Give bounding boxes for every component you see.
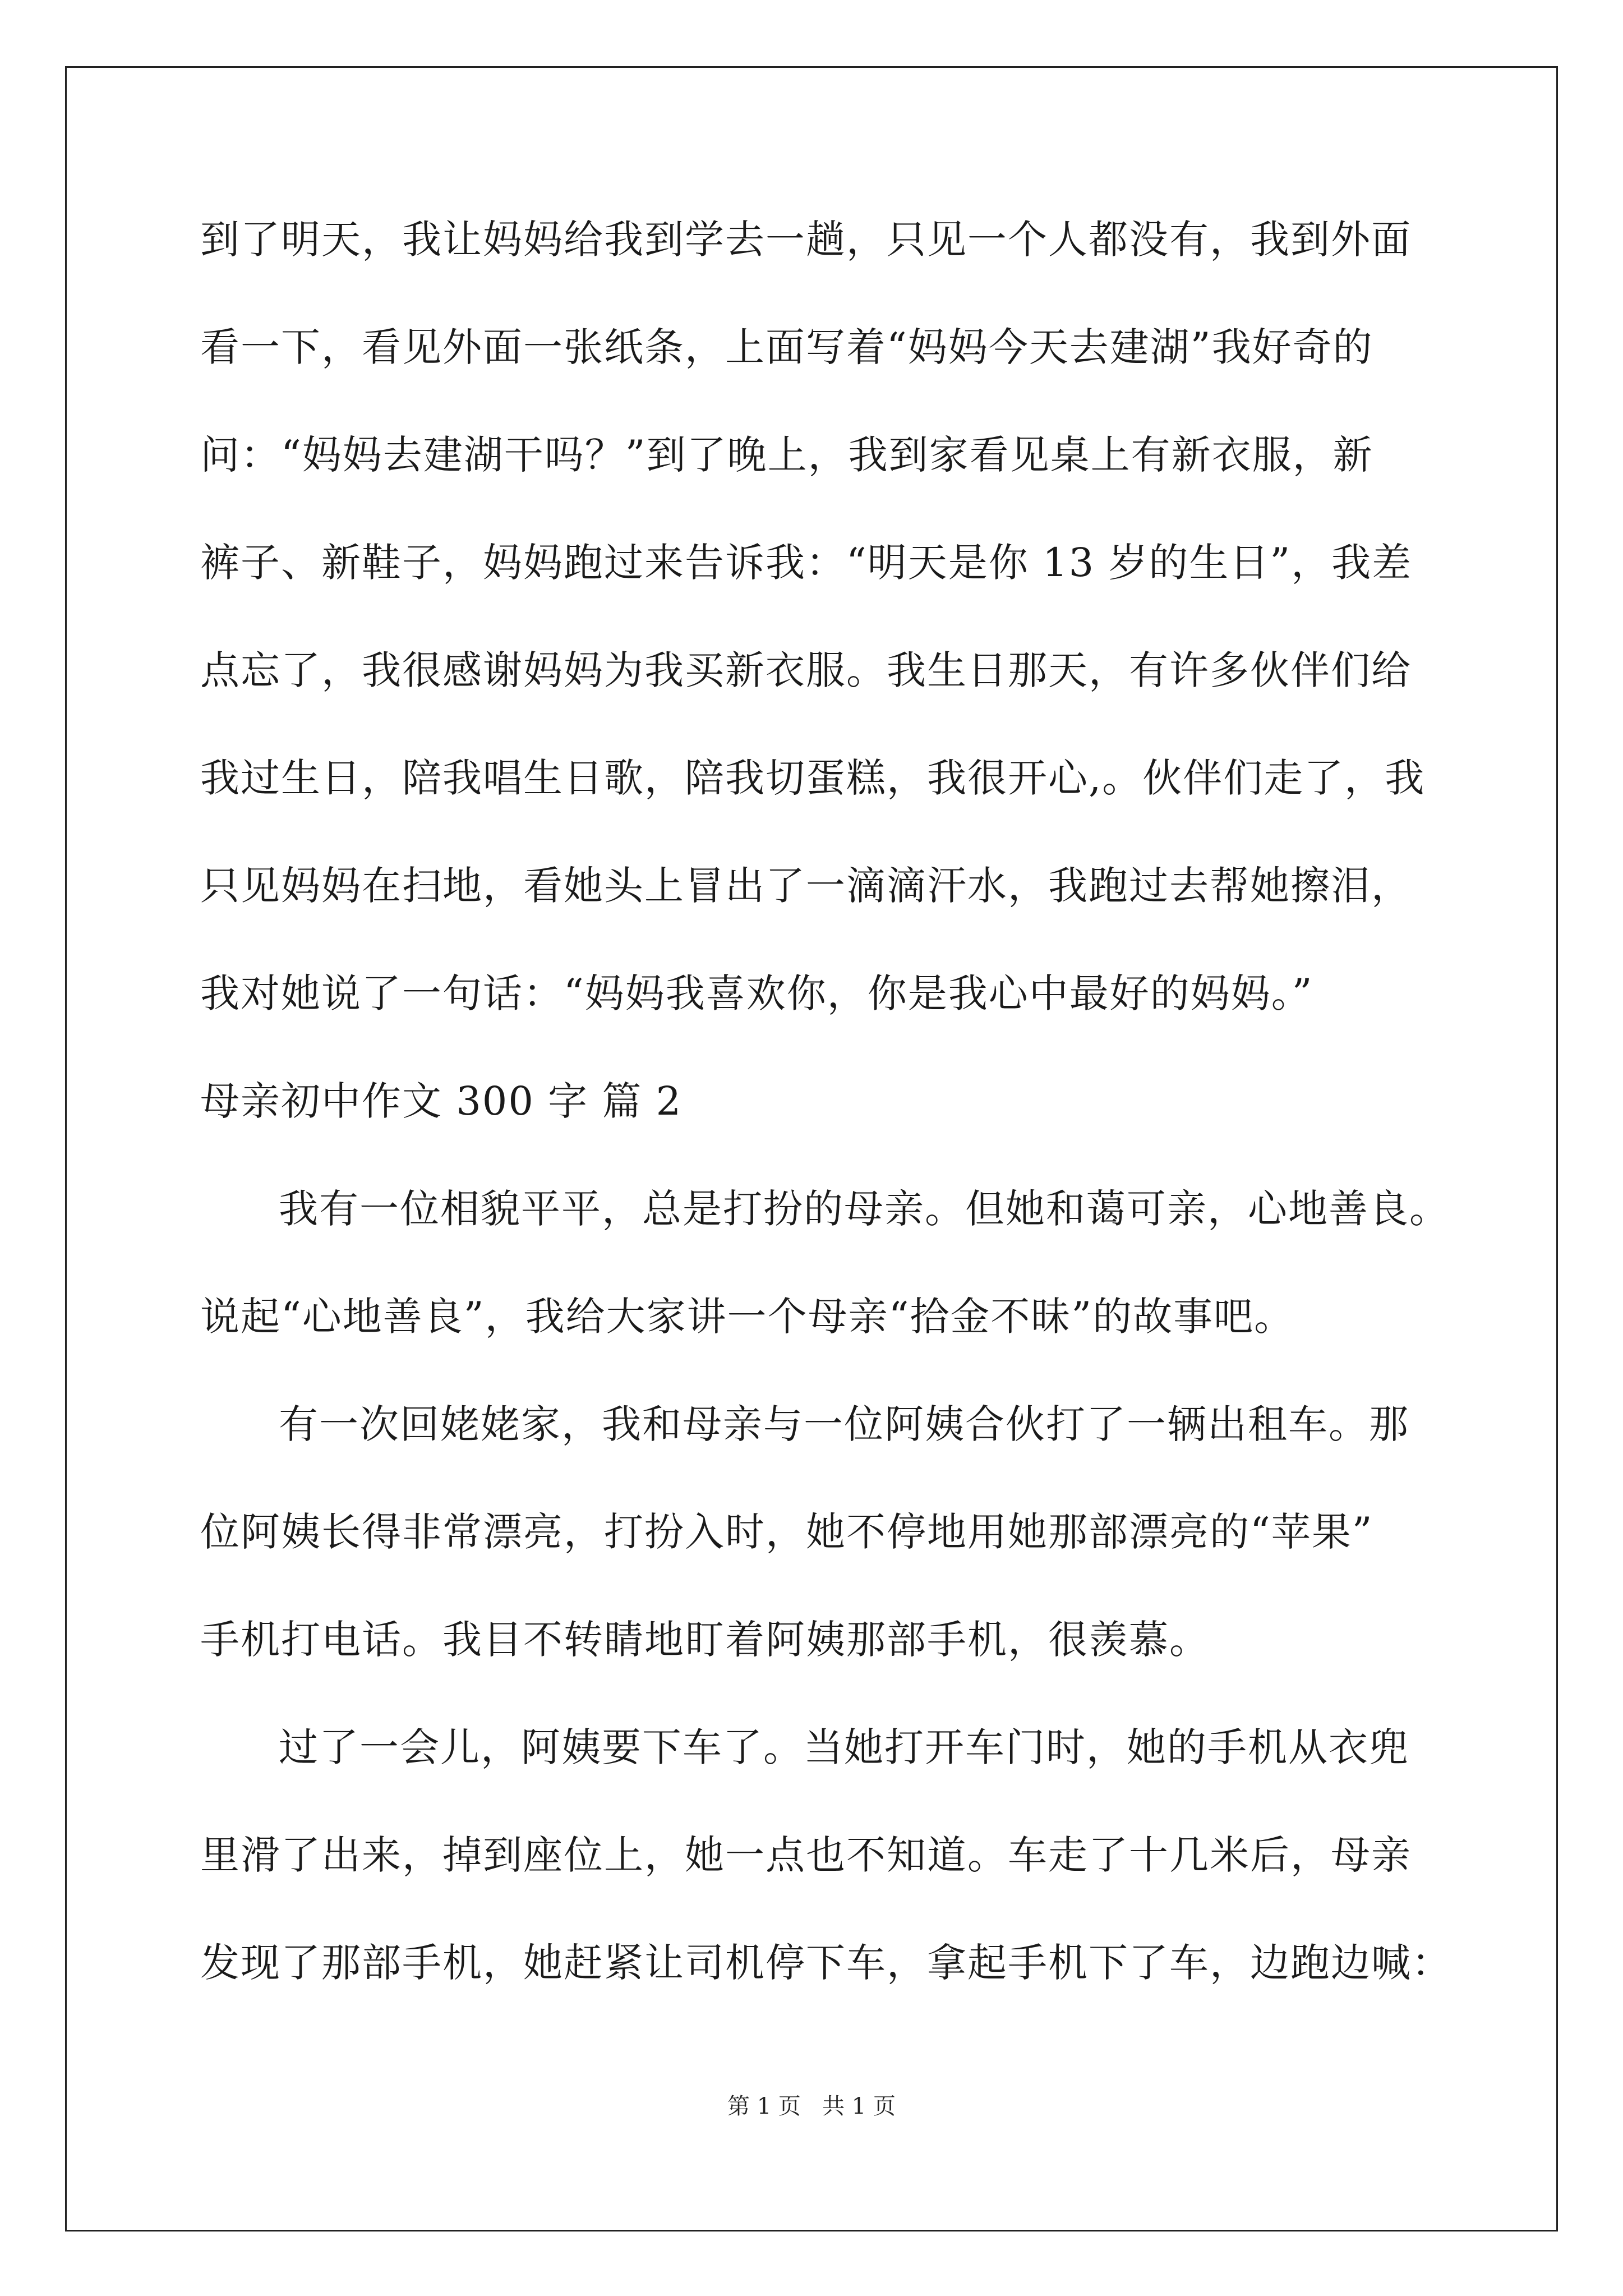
text-line: 点忘了，我很感谢妈妈为我买新衣服。我生日那天，有许多伙伴们给 [200,647,1412,693]
text-line: 看一下，看见外面一张纸条，上面写着“妈妈今天去建湖”我好奇的 [200,324,1373,370]
paragraph-line: 里滑了出来，掉到座位上，她一点也不知道。车走了十几米后，母亲 [200,1832,1412,1878]
paragraph-line: 有一次回姥姥家，我和母亲与一位阿姨合伙打了一辆出租车。那 [279,1401,1409,1447]
text-line: 到了明天，我让妈妈给我到学去一趟，只见一个人都没有，我到外面 [200,217,1412,263]
text-line: 问：“妈妈去建湖干吗？”到了晚上，我到家看见桌上有新衣服，新 [200,432,1373,478]
paragraph-line: 发现了那部手机，她赶紧让司机停下车，拿起手机下了车，边跑边喊： [200,1940,1452,1986]
paragraph-line: 过了一会儿，阿姨要下车了。当她打开车门时，她的手机从衣兜 [279,1724,1409,1770]
text-line: 我对她说了一句话：“妈妈我喜欢你，你是我心中最好的妈妈。” [200,970,1313,1016]
paragraph-line: 手机打电话。我目不转睛地盯着阿姨那部手机，很羡慕。 [200,1617,1210,1663]
section-heading: 母亲初中作文 300 字 篇 2 [200,1078,683,1124]
text-line: 裤子、新鞋子，妈妈跑过来告诉我：“明天是你 13 岁的生日”，我差 [200,540,1413,586]
paragraph-line: 我有一位相貌平平，总是打扮的母亲。但她和蔼可亲，心地善良。 [279,1186,1450,1232]
paragraph-line: 位阿姨长得非常漂亮，打扮入时，她不停地用她那部漂亮的“苹果” [200,1509,1373,1555]
paragraph-line: 说起“心地善良”，我给大家讲一个母亲“拾金不昧”的故事吧。 [200,1294,1295,1340]
document-body [200,217,1452,2051]
text-line: 我过生日，陪我唱生日歌，陪我切蛋糕，我很开心,。伙伴们走了，我 [200,755,1426,801]
page-number-footer: 第 1 页 共 1 页 [727,2093,896,2119]
text-line: 只见妈妈在扫地，看她头上冒出了一滴滴汗水，我跑过去帮她擦泪， [200,863,1412,909]
